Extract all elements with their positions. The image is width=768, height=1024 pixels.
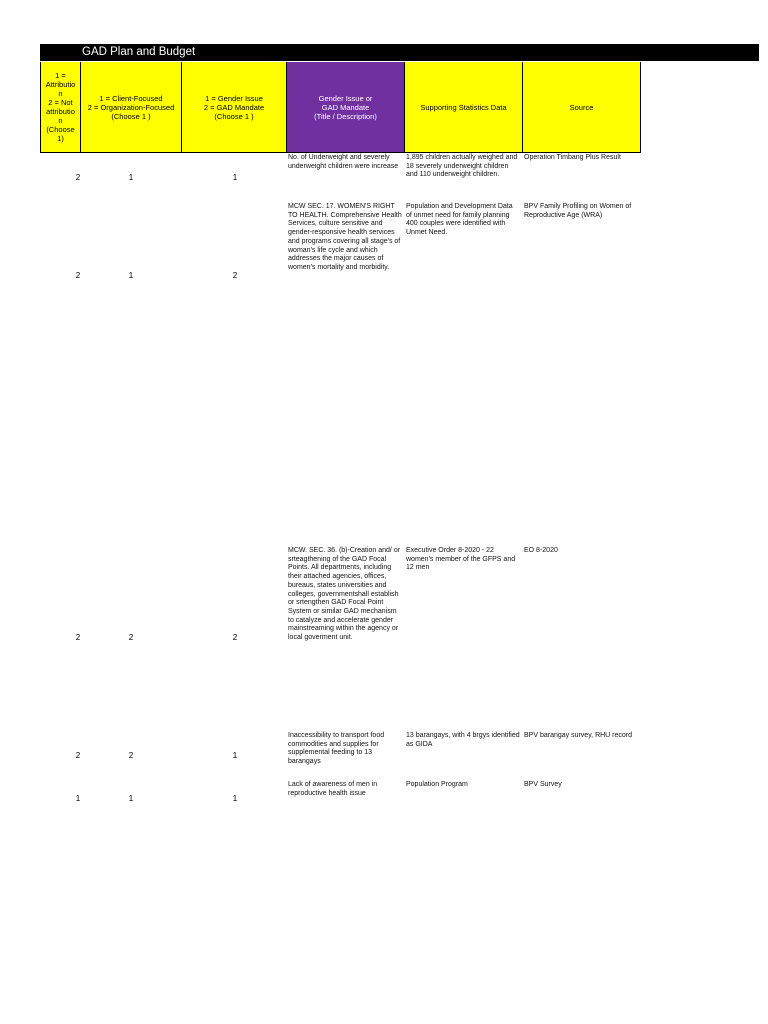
row4-source: BPV barangay survey, RHU record — [524, 732, 633, 739]
row3-source: EO 8-2020 — [524, 547, 558, 554]
row1-gender-issue: 1 — [232, 173, 238, 182]
title-bar — [40, 44, 759, 61]
row2-gender-issue: 2 — [232, 271, 238, 280]
row5-focus: 1 — [128, 794, 134, 803]
page-title: GAD Plan and Budget — [82, 46, 196, 58]
row5-stats: Population Program — [406, 781, 468, 788]
row5-attribution: 1 — [75, 794, 81, 803]
row2-focus: 1 — [128, 271, 134, 280]
row4-attribution: 2 — [75, 751, 81, 760]
header-stats: Supporting Statistics Data — [405, 62, 523, 153]
row4-mandate: Inaccessibility to transport food commodities and supplies for supplemental feeding to 13 barangays — [288, 732, 385, 766]
row3-mandate: MCW. SEC. 36. (b)-Creation and/ or srteagthening of the GAD Focal Points. All departments, including their attached agencies, offices, bureaus, states universities and colleges, governmentshall establish or srtengthen GAD Focal Point System or similar GAD mechanism to catalyze and accelerate gender mainstreaming within the agency or local goverment unit. — [288, 547, 401, 642]
row3-gender-issue: 2 — [232, 633, 238, 642]
row1-attribution: 2 — [75, 173, 81, 182]
header-attribution: 1 = Attributio n 2 = Not attributio n (Choose 1) — [40, 62, 81, 153]
row1-stats: 1,895 children actually weighed and 18 severely underweight children and 110 underweight children. — [406, 154, 518, 179]
row4-gender-issue: 1 — [232, 751, 238, 760]
row3-attribution: 2 — [75, 633, 81, 642]
row4-stats: 13 barangays, with 4 brgys identified as GIDA — [406, 732, 520, 748]
row1-focus: 1 — [128, 173, 134, 182]
row4-focus: 2 — [128, 751, 134, 760]
row2-source: BPV Family Profiling on Women of Reproductive Age (WRA) — [524, 203, 632, 219]
row3-stats: Executive Order 8-2020 - 22 women's member of the GFPS and 12 men — [406, 547, 516, 572]
row2-mandate: MCW SEC. 17. WOMEN'S RIGHT TO HEALTH. Comprehensive Health Services, culture sensitive and gender-responsive health services and programs covering all stage's of woman's life cycle and which addresses the major causes of women's mortality and morbidity. — [288, 203, 402, 271]
header-focus: 1 = Client-Focused 2 = Organization-Focused (Choose 1 ) — [81, 62, 182, 153]
header-gender-issue: 1 = Gender Issue 2 = GAD Mandate (Choose 1 ) — [182, 62, 287, 153]
row5-gender-issue: 1 — [232, 794, 238, 803]
header-source: Source — [523, 62, 641, 153]
row5-mandate: Lack of awareness of men in reproductive health issue — [288, 781, 378, 797]
row5-source: BPV Survey — [524, 781, 562, 788]
header-mandate: Gender Issue or GAD Mandate (Title / Description) — [287, 62, 405, 153]
row2-stats: Population and Development Data of unmet need for family planning 400 couples were identified with Unmet Need. — [406, 203, 513, 237]
row2-attribution: 2 — [75, 271, 81, 280]
row1-source: Operation Timbang Plus Result — [524, 154, 621, 161]
row3-focus: 2 — [128, 633, 134, 642]
row1-mandate: No. of Underweight and severely underweight children were increase — [288, 154, 399, 170]
